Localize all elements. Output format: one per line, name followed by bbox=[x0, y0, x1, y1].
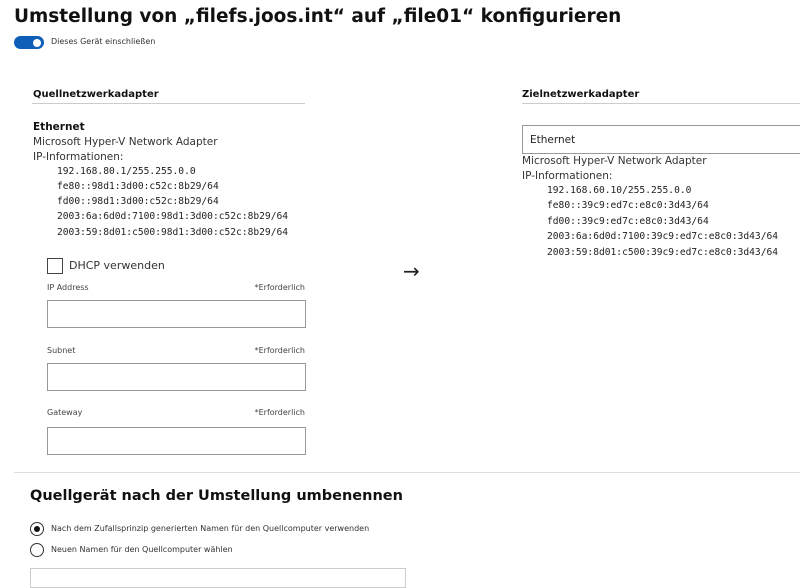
include-device-label: Dieses Gerät einschließen bbox=[51, 37, 156, 46]
target-adapter-selected: Ethernet bbox=[530, 134, 576, 146]
target-ip: fe80::39c9:ed7c:e8c0:3d43/64 bbox=[547, 200, 709, 211]
target-adapter-heading: Zielnetzwerkadapter bbox=[522, 89, 640, 100]
source-ip: 2003:59:8d01:c500:98d1:3d00:c52c:8b29/64 bbox=[57, 227, 289, 238]
source-ip-label: IP-Informationen: bbox=[33, 151, 124, 163]
random-name-radio[interactable] bbox=[30, 522, 44, 536]
source-adapter-desc: Microsoft Hyper-V Network Adapter bbox=[33, 136, 218, 148]
target-ip: 192.168.60.10/255.255.0.0 bbox=[547, 185, 692, 196]
target-ip: 2003:6a:6d0d:7100:39c9:ed7c:e8c0:3d43/64 bbox=[547, 231, 779, 242]
new-name-input[interactable] bbox=[30, 568, 406, 588]
new-name-label: Neuen Namen für den Quellcomputer wählen bbox=[51, 545, 233, 554]
source-ip: 192.168.80.1/255.255.0.0 bbox=[57, 166, 196, 177]
source-adapter-name: Ethernet bbox=[33, 121, 85, 133]
required-label: *Erforderlich bbox=[254, 346, 305, 355]
include-device-toggle[interactable] bbox=[14, 36, 44, 49]
source-ip: fd00::98d1:3d00:c52c:8b29/64 bbox=[57, 196, 219, 207]
section-divider bbox=[14, 472, 800, 473]
arrow-right-icon: → bbox=[403, 259, 420, 283]
source-ip: 2003:6a:6d0d:7100:98d1:3d00:c52c:8b29/64 bbox=[57, 211, 289, 222]
required-label: *Erforderlich bbox=[254, 408, 305, 417]
ip-address-input[interactable] bbox=[47, 300, 306, 328]
subnet-input[interactable] bbox=[47, 363, 306, 391]
required-label: *Erforderlich bbox=[254, 283, 305, 292]
target-ip-label: IP-Informationen: bbox=[522, 170, 613, 182]
page-title: Umstellung von „filefs.joos.int“ auf „file01“ konfigurieren bbox=[14, 6, 622, 27]
source-ip: fe80::98d1:3d00:c52c:8b29/64 bbox=[57, 181, 219, 192]
source-adapter-heading: Quellnetzwerkadapter bbox=[33, 89, 159, 100]
subnet-label: Subnet bbox=[47, 346, 76, 355]
target-ip: 2003:59:8d01:c500:39c9:ed7c:e8c0:3d43/64 bbox=[547, 247, 779, 258]
gateway-label: Gateway bbox=[47, 408, 83, 417]
divider bbox=[522, 103, 800, 104]
dhcp-label: DHCP verwenden bbox=[69, 259, 165, 272]
target-adapter-select[interactable] bbox=[522, 125, 800, 154]
ip-address-label: IP Address bbox=[47, 283, 89, 292]
target-ip: fd00::39c9:ed7c:e8c0:3d43/64 bbox=[547, 216, 709, 227]
rename-heading: Quellgerät nach der Umstellung umbenennen bbox=[30, 488, 403, 504]
gateway-input[interactable] bbox=[47, 427, 306, 455]
random-name-label: Nach dem Zufallsprinzip generierten Namen für den Quellcomputer verwenden bbox=[51, 524, 370, 533]
new-name-radio[interactable] bbox=[30, 543, 44, 557]
divider bbox=[32, 103, 305, 104]
target-adapter-desc: Microsoft Hyper-V Network Adapter bbox=[522, 155, 707, 167]
dhcp-checkbox[interactable] bbox=[47, 258, 63, 274]
